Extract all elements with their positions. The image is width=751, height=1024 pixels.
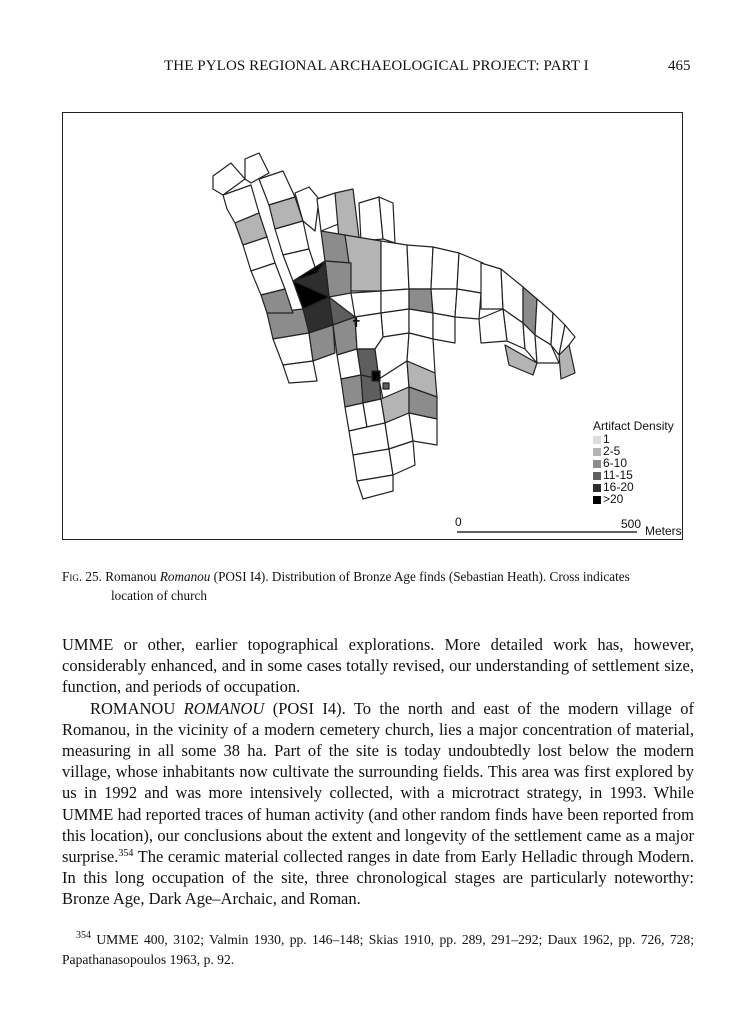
running-title: THE PYLOS REGIONAL ARCHAEOLOGICAL PROJECT: PART I (164, 58, 589, 74)
legend-swatch (593, 496, 601, 504)
tract (479, 309, 507, 343)
tract (457, 253, 483, 293)
tract (407, 245, 433, 289)
tract (431, 247, 459, 289)
tract (383, 383, 389, 389)
legend-label: 2-5 (603, 444, 621, 459)
paragraph-text: (POSI I4). To the north and east of the modern village of Romanou, in the vicinity of a modern cemetery church, lies a major concentration of material, measuring in all some 38 ha. Part of the site is today undoubtedly lost below the modern village, whose inhabitants now cultivate the surrounding fields. This area was first explored by us in 1992 and was more intensively collected, with a microtract strategy, in 1993. While UMME had reported traces of human activity (and other random finds have been reported from this location), our conclusions about the extent and longevity of the settlement came as a major surprise. (62, 698, 694, 867)
scale-start: 0 (455, 515, 462, 529)
site-name-italic: ROMANOU (183, 698, 265, 718)
legend (593, 420, 674, 506)
legend-swatch (593, 472, 601, 480)
footnote-ref: 354 (118, 848, 134, 860)
footnote-number: 354 (76, 930, 91, 941)
legend-title: Artifact Density (593, 419, 674, 433)
footnote-text: UMME 400, 3102; Valmin 1930, pp. 146–148; Skias 1910, pp. 289, 291–292; Daux 1962, pp. 726, 728; Papathanasopoulos 1963, p. 92. (62, 932, 694, 967)
legend-swatch (593, 484, 601, 492)
legend-label: 1 (603, 432, 610, 447)
legend-swatch (593, 436, 601, 444)
legend-swatch (593, 448, 601, 456)
caption-italic: Romanou (159, 569, 211, 584)
caption-text: Romanou (101, 569, 160, 584)
figure-map (62, 112, 683, 540)
site-name: ROMANOU (90, 698, 184, 718)
tract (381, 241, 409, 291)
body-text (62, 634, 694, 910)
tract (455, 289, 481, 319)
church-icon: ✝ (351, 316, 362, 331)
tract (372, 371, 380, 381)
paragraph (62, 698, 694, 910)
tract (341, 375, 363, 407)
paragraph: UMME or other, earlier topographical explorations. More detailed work has, however, considerably enhanced, and in some cases totally revised, our understanding of settlement size, function, and periods of occupation. (62, 635, 694, 697)
legend-item (593, 494, 674, 506)
tract (481, 263, 503, 309)
tract (409, 413, 437, 445)
scale-end: 500 (621, 517, 642, 531)
tract-map (63, 113, 684, 541)
paragraph-text: The ceramic material collected ranges in date from Early Helladic through Modern. In this long occupation of the site, three chronological stages are particularly noteworthy: Bronze Age, Dark Age–Archaic, and Roman. (62, 847, 694, 909)
legend-label: 6-10 (603, 456, 628, 471)
caption-label: Fig. 25. (62, 569, 102, 584)
scale-unit: Meters (645, 524, 682, 538)
legend-label: 11-15 (603, 468, 633, 483)
tract (335, 189, 359, 239)
caption-continuation: location of church (111, 588, 207, 603)
caption-text: (POSI I4). Distribution of Bronze Age finds (Sebastian Heath). Cross indicates (210, 569, 630, 584)
tract (283, 361, 317, 383)
legend-label: 16-20 (603, 480, 634, 495)
figure-caption (62, 567, 692, 605)
page-number: 465 (668, 58, 691, 74)
legend-label: >20 (603, 492, 624, 507)
tract (273, 333, 313, 365)
legend-swatch (593, 460, 601, 468)
tract (381, 309, 409, 337)
tract (433, 313, 455, 343)
footnote (62, 930, 694, 970)
running-header (0, 58, 751, 80)
